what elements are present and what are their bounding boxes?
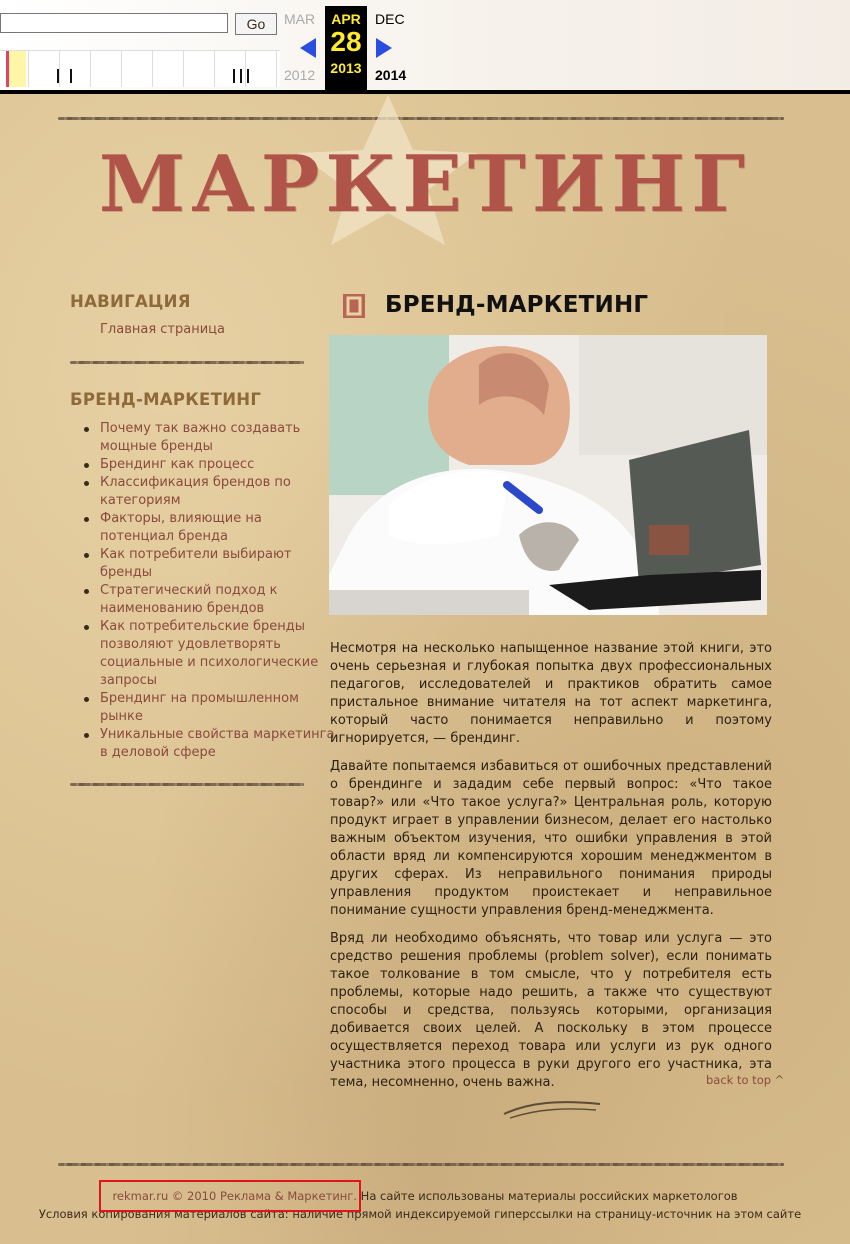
wayback-current-date (325, 6, 367, 90)
article-badge-icon (341, 292, 367, 320)
highlight-box (99, 1180, 361, 1212)
sidebar-list-item[interactable] (100, 474, 340, 510)
sidebar-link[interactable]: Стратегический подход к наименованию брендов (100, 583, 278, 616)
sidebar-list-item[interactable] (100, 690, 340, 726)
sidebar-list-item[interactable] (100, 726, 340, 762)
sparkline-capture (247, 69, 249, 83)
wayback-next-arrow-icon[interactable] (376, 38, 392, 58)
article-paragraph: Давайте попытаемся избавиться от ошибочных представлений о брендинге и зададим себе первый вопрос: «Что такое товар?» или «Что такое услуга?» Центральная роль, которую продукт играет в управлении бизнесом, делает его настолько важным объектом изучения, что ошибки управления в этой области вряд ли компенсируются хорошим менеджментом в других сферах. Из неправильного понимания природы управления продуктом проистекает и неправильное понимание сущности управления бренд-менеджмента. (330, 759, 772, 918)
wayback-next-month[interactable]: DEC (375, 11, 405, 27)
sparkline-capture (240, 69, 242, 83)
wayback-url-input[interactable] (0, 13, 228, 33)
sidebar-link[interactable]: Как потребительские бренды позволяют удовлетворять социальные и психологические запросы (100, 619, 319, 688)
wayback-go-button[interactable]: Go (235, 13, 277, 35)
article-paragraph: Несмотря на несколько напыщенное название этой книги, это очень серьезная и глубокая попытка двух профессиональных педагогов, исследователей и практиков обратить самое пристальное внимание читателя на тот аспект маркетинга, который часто понимается неправильно и поэтому игнорируется, — брендинг. (330, 641, 772, 746)
sidebar-link[interactable]: Классификация брендов по категориям (100, 475, 291, 508)
footer-note: На сайте использованы материалы российских маркетологов (357, 1189, 738, 1203)
sparkline-capture (57, 69, 59, 83)
sidebar-list-item[interactable] (100, 546, 340, 582)
sidebar-brand-list (70, 420, 340, 762)
footer-divider (58, 1163, 784, 1166)
article-photo (329, 335, 767, 615)
footer-copy-terms: Условия копирования материалов сайта: наличие прямой индексируемой гиперссылки на страницу-источник на этом сайте (38, 1207, 802, 1221)
sidebar-nav-heading: НАВИГАЦИЯ (70, 292, 191, 311)
wayback-toolbar (0, 0, 850, 94)
wayback-prev-month[interactable]: MAR (284, 11, 316, 27)
sidebar-list-item[interactable] (100, 510, 340, 546)
sidebar-link[interactable]: Как потребители выбирают бренды (100, 547, 292, 580)
sidebar-link[interactable]: Брендинг как процесс (100, 457, 255, 472)
sidebar-brand-heading: БРЕНД-МАРКЕТИНГ (70, 390, 262, 409)
wayback-prev-year: 2012 (284, 67, 316, 83)
current-year: 2013 (330, 60, 362, 76)
sidebar-list-item[interactable] (100, 456, 340, 474)
sparkline-capture (70, 69, 72, 83)
site-logo-title[interactable]: МАРКЕТИНГ (98, 139, 752, 230)
sidebar-link[interactable]: Почему так важно создавать мощные бренды (100, 421, 301, 454)
sidebar-link[interactable]: Брендинг на промышленном рынке (100, 691, 299, 724)
footer-copyright-link[interactable]: rekmar.ru © 2010 Реклама & Маркетинг. (112, 1189, 358, 1203)
current-month: APR (331, 11, 361, 27)
sidebar-divider (70, 783, 304, 786)
article-title: БРЕНД-МАРКЕТИНГ (385, 292, 649, 318)
sparkline-year-highlight (6, 51, 26, 87)
sidebar-link[interactable]: Уникальные свойства маркетинга в деловой сфере (100, 727, 335, 760)
article-paragraph: Вряд ли необходимо объяснять, что товар или услуга — это средство решения проблемы (problem solver), если понимать такое толкование в том смысле, что у потребителя есть проблемы, которые надо решить, а также что существуют способы и средства, пользуясь которыми, организация добивается своих целей. А поскольку в этом процессе осуществляется переход товара или услуги из рук одного участника этого процесса в руки другого его участника, эта тема, несомненно, очень важна. (330, 931, 772, 1090)
article-body (330, 640, 772, 1102)
current-day: 28 (330, 26, 362, 57)
sidebar-link[interactable]: Факторы, влияющие на потенциал бренда (100, 511, 262, 544)
sparkline-capture (233, 69, 235, 83)
ornament-swash-icon (500, 1096, 604, 1122)
wayback-next-year[interactable]: 2014 (375, 67, 407, 83)
sidebar-divider (70, 361, 304, 364)
sidebar-list-item[interactable] (100, 420, 340, 456)
sidebar-list-item[interactable] (100, 582, 340, 618)
sparkline-current-marker (6, 51, 9, 87)
sidebar-home-link[interactable]: Главная страница (100, 322, 225, 337)
sidebar-list-item[interactable] (100, 618, 340, 690)
wayback-sparkline[interactable] (0, 50, 280, 87)
back-to-top-link[interactable]: back to top ^ (706, 1073, 785, 1087)
wayback-prev-arrow-icon[interactable] (300, 38, 316, 58)
